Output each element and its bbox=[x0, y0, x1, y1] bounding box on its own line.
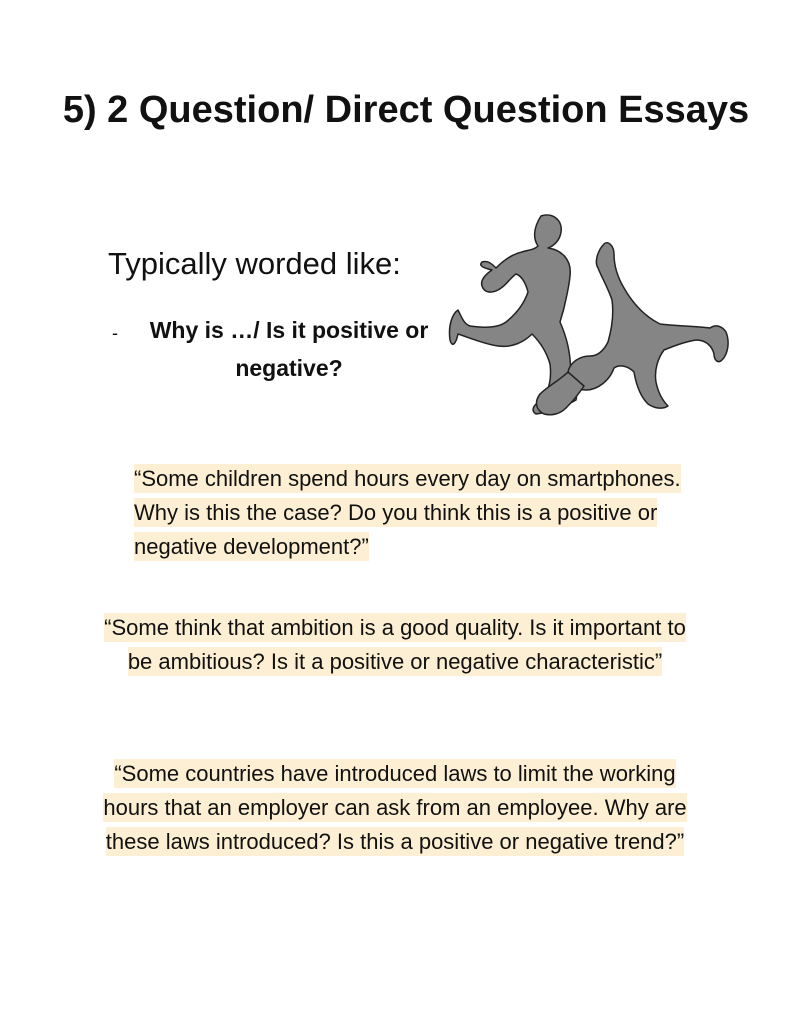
page-title: 5) 2 Question/ Direct Question Essays bbox=[62, 89, 750, 131]
bullet-marker: - bbox=[112, 323, 118, 343]
example-question-1-text: “Some children spend hours every day on smartphones. Why is this the case? Do you think this is a positive or negative development?” bbox=[134, 466, 681, 559]
example-question-3 bbox=[90, 757, 700, 859]
two-dancers-silhouette-icon bbox=[448, 210, 738, 425]
bullet-item-question-form: Why is …/ Is it positive or negative? bbox=[149, 317, 429, 381]
example-question-1 bbox=[134, 462, 694, 564]
example-question-2-text: “Some think that ambition is a good quality. Is it important to be ambitious? Is it a positive or negative characteristic” bbox=[104, 615, 686, 674]
section-subtitle: Typically worded like: bbox=[108, 246, 401, 281]
breakdancer-silhouette bbox=[568, 243, 728, 408]
example-question-2 bbox=[90, 611, 700, 679]
example-question-3-text: “Some countries have introduced laws to limit the working hours that an employer can ask from an employee. Why are these laws introduced? Is this a positive or negative trend?” bbox=[103, 761, 687, 854]
dancers-illustration bbox=[448, 210, 738, 425]
